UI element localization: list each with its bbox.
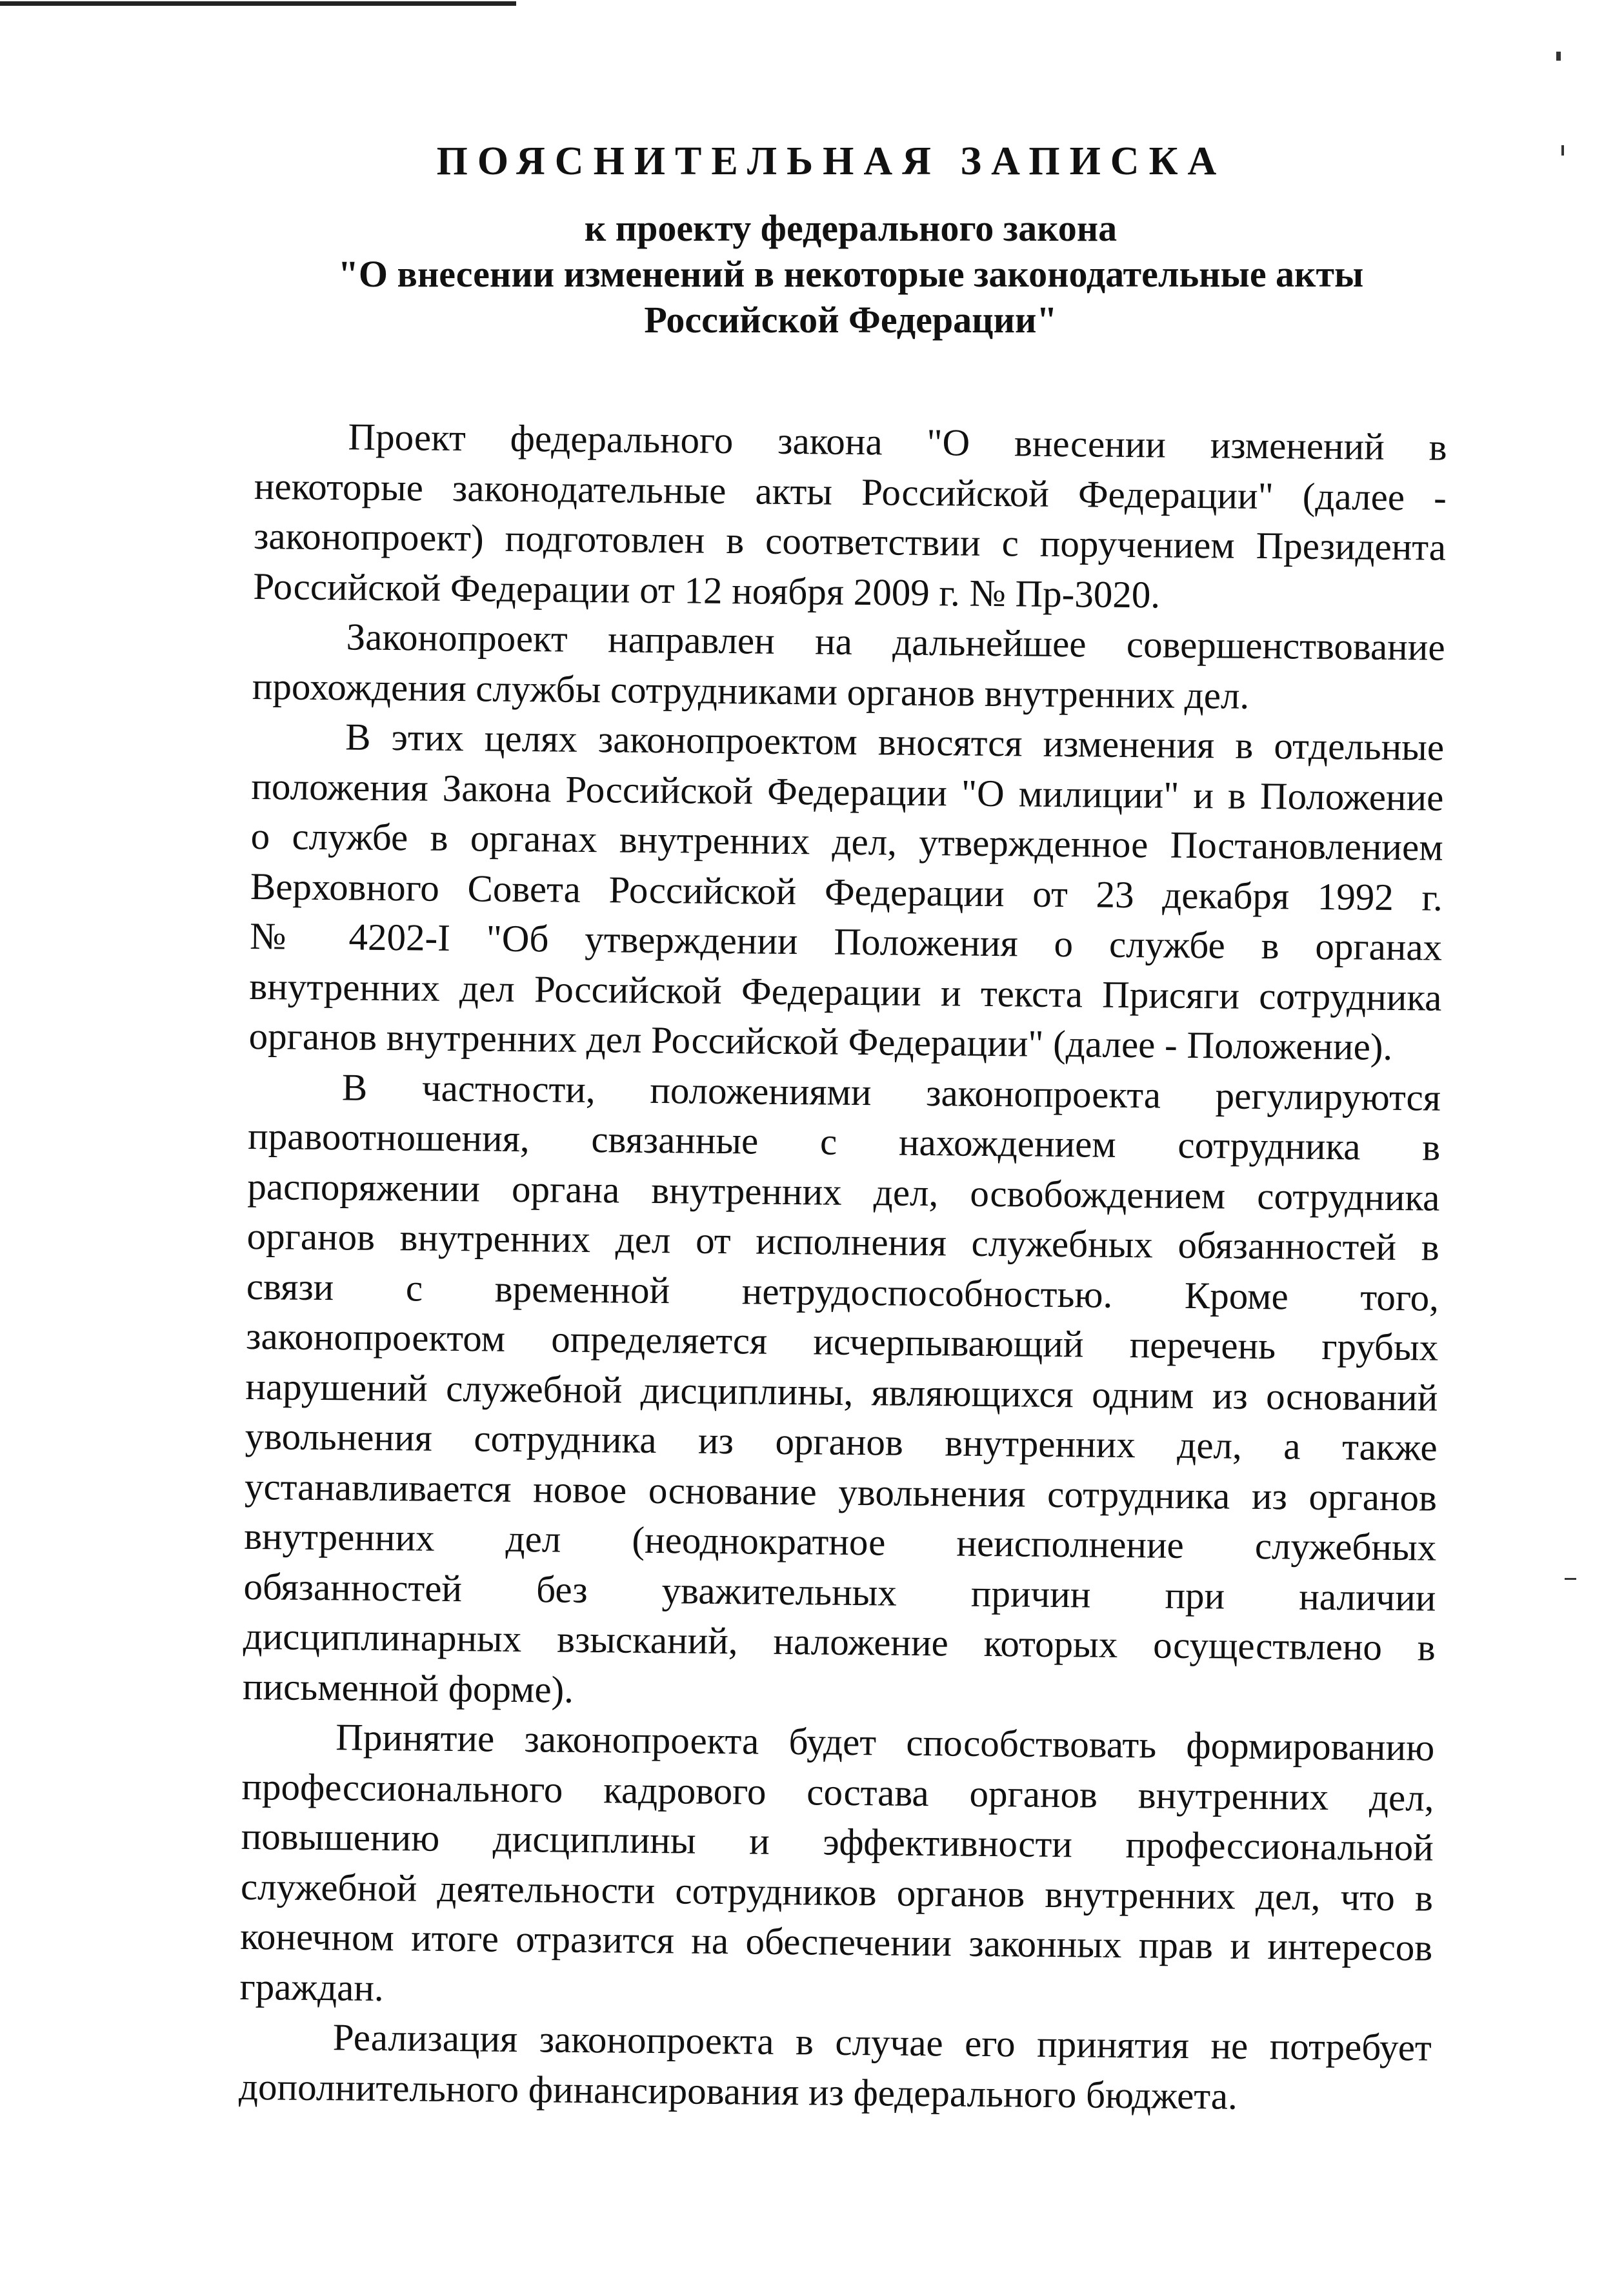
document-title: ПОЯСНИТЕЛЬНАЯ ЗАПИСКА bbox=[436, 139, 1227, 183]
paragraph-line: дополнительного финансирования из федерального бюджета. bbox=[238, 2065, 1238, 2117]
document-body bbox=[239, 411, 1447, 2123]
paragraph-line: повышению дисциплины и эффективности профессиональной bbox=[241, 1814, 1434, 1869]
paragraph-line: Реализация законопроекта в случае его принятия не потребует bbox=[332, 2015, 1432, 2069]
paragraph-line: служебной деятельности сотрудников органов внутренних дел, что в bbox=[240, 1864, 1434, 1919]
paragraph-line: нарушений служебной дисциплины, являющихся одним из оснований bbox=[245, 1364, 1438, 1419]
paragraph-line: Законопроект направлен на дальнейшее совершенствование bbox=[346, 615, 1445, 669]
paragraph bbox=[239, 2012, 1432, 2123]
paragraph-line: конечном итоге отразится на обеспечении законных прав и интересов bbox=[240, 1914, 1433, 1969]
paragraph-line: В этих целях законопроектом вносятся изменения в отдельные bbox=[345, 715, 1445, 769]
paragraph-line: некоторые законодательные акты Российской Федерации" (далее - bbox=[254, 464, 1447, 519]
subtitle-line: "О внесении изменений в некоторые законодательные акты bbox=[337, 253, 1364, 295]
paragraph-line: Принятие законопроекта будет способствовать формированию bbox=[335, 1715, 1435, 1769]
paragraph-line: прохождения службы сотрудниками органов внутренних дел. bbox=[252, 664, 1250, 717]
paragraph-line: законопроектом определяется исчерпывающий перечень грубых bbox=[245, 1314, 1439, 1369]
paragraph-line: № 4202-I "Об утверждении Положения о службе в органах bbox=[249, 914, 1443, 969]
paragraph-line: внутренних дел (неоднократное неисполнение служебных bbox=[243, 1514, 1437, 1569]
paragraph-line: устанавливается новое основание увольнения сотрудника из органов bbox=[244, 1464, 1438, 1519]
paragraph-line: граждан. bbox=[239, 1965, 385, 2009]
scan-speck bbox=[1565, 1578, 1576, 1580]
paragraph-line: Верховного Совета Российской Федерации от 23 декабря 1992 г. bbox=[250, 864, 1443, 919]
paragraph-line: органов внутренних дел Российской Федерации" (далее - Положение). bbox=[248, 1014, 1393, 1068]
paragraph-line: профессионального кадрового состава органов внутренних дел, bbox=[241, 1764, 1434, 1819]
paragraph-line: законопроект) подготовлен в соответствии с поручением Президента bbox=[253, 514, 1447, 569]
paragraph-line: о службе в органах внутренних дел, утвержденное Постановлением bbox=[250, 814, 1443, 869]
paragraph-line: Российской Федерации от 12 ноября 2009 г. № Пр-3020. bbox=[253, 564, 1161, 616]
paragraph-line: В частности, положениями законопроекта регулируются bbox=[341, 1065, 1441, 1119]
paragraph-line: внутренних дел Российской Федерации и текста Присяги сотрудника bbox=[249, 964, 1442, 1019]
paragraph-line: письменной форме). bbox=[242, 1664, 574, 1711]
paragraph-line: правоотношения, связанные с нахождением сотрудника в bbox=[247, 1114, 1441, 1169]
paragraph bbox=[253, 411, 1447, 623]
paragraph bbox=[243, 1061, 1441, 1722]
paragraph-line: обязанностей без уважительных причин при наличии bbox=[243, 1564, 1436, 1619]
paragraph-line: органов внутренних дел от исполнения служебных обязанностей в bbox=[246, 1214, 1439, 1269]
scan-speck bbox=[1556, 52, 1561, 61]
paragraph-line: распоряжении органа внутренних дел, освобождением сотрудника bbox=[247, 1164, 1440, 1219]
paragraph-line: дисциплинарных взысканий, наложение которых осуществлено в bbox=[243, 1614, 1436, 1669]
paragraph-line: положения Закона Российской Федерации "О милиции" и в Положение bbox=[251, 764, 1444, 819]
paragraph bbox=[239, 1712, 1434, 2023]
paragraph bbox=[248, 711, 1444, 1073]
paragraph-line: Проект федерального закона "О внесении изменений в bbox=[348, 415, 1447, 469]
paragraph-line: увольнения сотрудника из органов внутренних дел, а также bbox=[245, 1414, 1438, 1469]
subtitle-line: Российской Федерации" bbox=[644, 299, 1058, 341]
paragraph-line: связи с временной нетрудоспособностью. Кроме того, bbox=[246, 1264, 1439, 1319]
scan-artifact-line bbox=[0, 1, 516, 6]
paragraph bbox=[252, 611, 1445, 723]
subtitle-line: к проекту федерального закона bbox=[584, 207, 1118, 249]
document-subtitle bbox=[0, 205, 1624, 343]
